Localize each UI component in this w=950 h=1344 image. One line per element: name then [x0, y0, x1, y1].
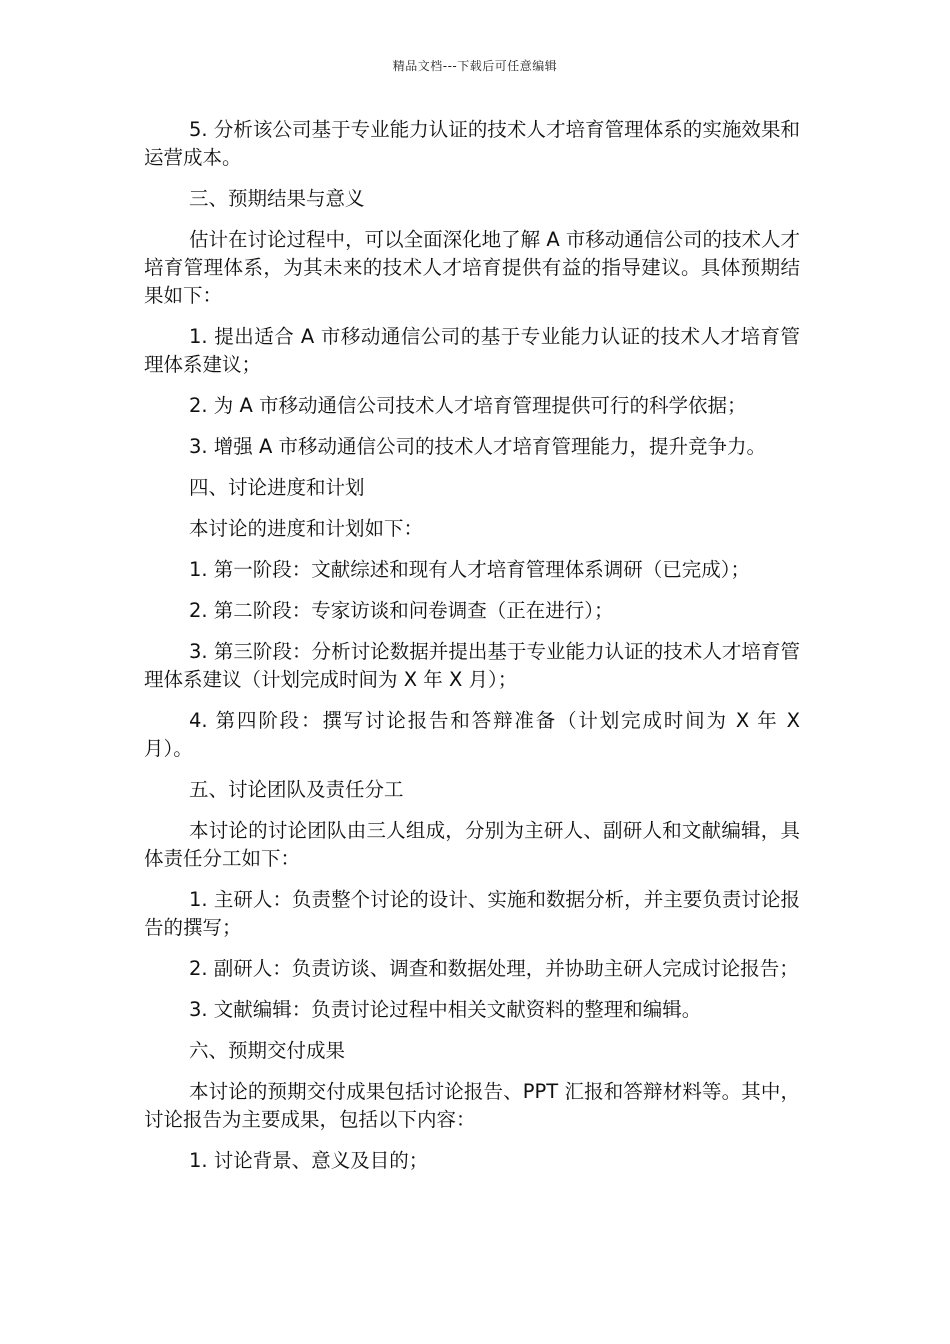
page-header: 精品文档---下载后可任意编辑 — [392, 59, 558, 73]
list-item-result-2: 2. 为 A 市移动通信公司技术人才培育管理提供可行的科学依据； — [189, 394, 747, 417]
list-item-deliverable-1: 1. 讨论背景、意义及目的； — [189, 1149, 429, 1172]
list-item-analysis-5: 5. 分析该公司基于专业能力认证的技术人才培育管理体系的实施效果和运营成本。 — [144, 118, 800, 169]
document-body — [144, 116, 800, 1188]
list-item-stage-2: 2. 第二阶段：专家访谈和问卷调查（正在进行）； — [189, 599, 614, 622]
list-item-stage-3: 3. 第三阶段：分析讨论数据并提出基于专业能力认证的技术人才培育管理体系建议（计划完成时间为 X 年 X 月）； — [144, 640, 800, 691]
list-item-role-2: 2. 副研人：负责访谈、调查和数据处理，并协助主研人完成讨论报告； — [189, 957, 799, 980]
list-item-role-3: 3. 文献编辑：负责讨论过程中相关文献资料的整理和编辑。 — [189, 998, 702, 1021]
section-heading-team: 五、讨论团队及责任分工 — [189, 778, 404, 801]
paragraph-progress-intro: 本讨论的进度和计划如下： — [189, 517, 424, 540]
list-item-stage-4: 4. 第四阶段：撰写讨论报告和答辩准备（计划完成时间为 X 年 X 月）。 — [144, 709, 800, 760]
list-item-result-3: 3. 增强 A 市移动通信公司的技术人才培育管理能力，提升竞争力。 — [189, 435, 767, 458]
section-heading-deliverables: 六、预期交付成果 — [189, 1039, 346, 1062]
list-item-result-1: 1. 提出适合 A 市移动通信公司的基于专业能力认证的技术人才培育管理体系建议； — [144, 325, 800, 376]
list-item-stage-1: 1. 第一阶段：文献综述和现有人才培育管理体系调研（已完成）； — [189, 558, 751, 581]
paragraph-team-intro: 本讨论的讨论团队由三人组成，分别为主研人、副研人和文献编辑，具体责任分工如下： — [144, 819, 800, 870]
section-heading-progress-plan: 四、讨论进度和计划 — [189, 476, 365, 499]
paragraph-expected-results-intro: 估计在讨论过程中，可以全面深化地了解 A 市移动通信公司的技术人才培育管理体系，为其未来的技术人才培育提供有益的指导建议。具体预期结果如下： — [144, 228, 800, 307]
list-item-role-1: 1. 主研人：负责整个讨论的设计、实施和数据分析，并主要负责讨论报告的撰写； — [144, 888, 800, 939]
paragraph-deliverables-intro: 本讨论的预期交付成果包括讨论报告、PPT 汇报和答辩材料等。其中，讨论报告为主要成果，包括以下内容： — [144, 1080, 800, 1131]
section-heading-expected-results: 三、预期结果与意义 — [189, 187, 365, 210]
